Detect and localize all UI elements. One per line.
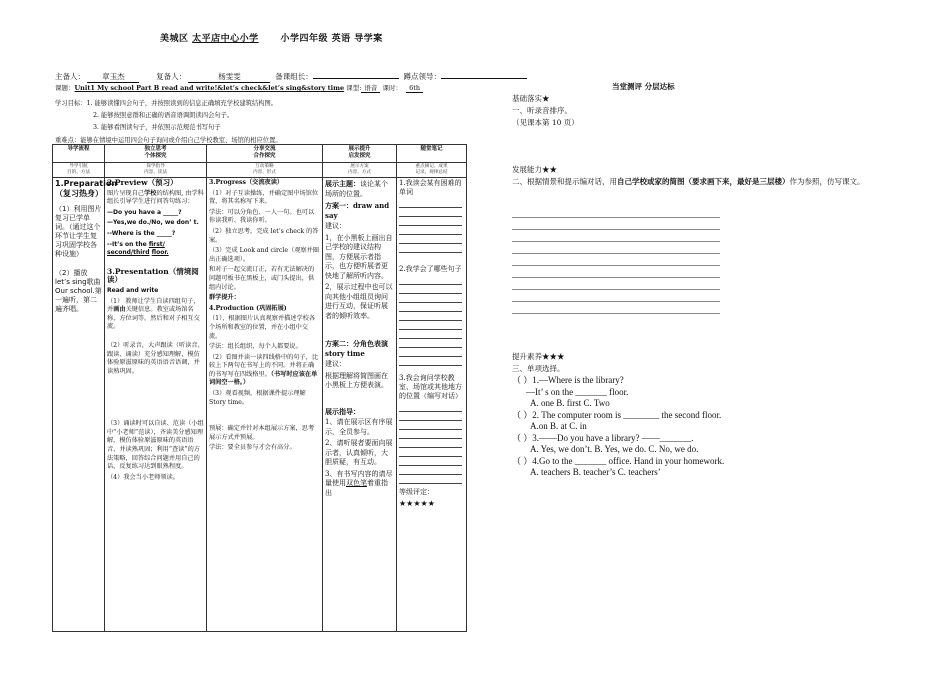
- note-2-prompt: 2.我学会了哪些句子: [399, 265, 462, 273]
- read-and-write-label: Read and write: [107, 286, 159, 294]
- plan-2-advice-label: 建议：: [325, 360, 346, 368]
- mcq-options[interactable]: A. teachers B. teacher’s C. teachers’: [530, 467, 661, 477]
- advanced-question: 三、单项选择。: [512, 364, 565, 373]
- answer-line[interactable]: [512, 253, 720, 254]
- preparation-step-2: （2）播放let’s sing歌曲Our school.第一遍听，第二遍齐唱。: [55, 269, 102, 313]
- subheader-share: 互动策略 内容、形式: [207, 163, 323, 178]
- mcq-question: （ ）2. The computer room is ________ the second floor.: [512, 409, 722, 420]
- lesson-hours-label: 课时：: [382, 84, 402, 92]
- note-line[interactable]: [399, 312, 462, 321]
- note-line[interactable]: [399, 294, 462, 303]
- preview-intro: 图片呈现自己学校的结构图, 由学科组长引导学生进行问答句练习：: [107, 189, 204, 206]
- presentation-step-1: （1） 教师让学生自读四组句子，并画由关键信息。教室或场馆名称，方位词等。然后和对子相互交流。: [107, 297, 200, 331]
- goal-item: 2. 能够按照意群和正确的语音语调朗读四会句子。: [93, 112, 234, 119]
- mcq-options[interactable]: A. one B. first C. Two: [530, 398, 610, 408]
- preview-show-method: 学法：要全员参与才会有高分。: [209, 444, 296, 452]
- answer-line[interactable]: [512, 301, 720, 302]
- note-line[interactable]: [399, 430, 462, 439]
- table-header-share: 分享交流 合作探究: [207, 145, 323, 163]
- col-presentation: [323, 178, 397, 632]
- assessment-panel: [512, 81, 902, 481]
- goal-item: 1. 能够读懂四会句子，并按照读到的信息正确填充学校建筑结构图。: [86, 100, 278, 107]
- co-preparer-name: 杨雯雯: [188, 71, 270, 83]
- development-question: 二、根据情景和提示编对话，用自己学校或家的简图（要求画下来，最好是三层楼）作为参照，仿写课文。: [512, 177, 865, 186]
- title-district: 美城区: [160, 34, 189, 44]
- plan-2-advice: 根据理解将简图画在小黑板上方便表演。: [325, 371, 388, 389]
- preview-heading: 2.Preview（预习）: [107, 178, 178, 187]
- answer-line[interactable]: [512, 241, 720, 242]
- note-line[interactable]: [399, 466, 462, 475]
- guide-3: 3、有书写内容的请尽量使用双色笔着重指出: [325, 469, 393, 497]
- preparation-step-1: （1）利用图片复习已学单词。（通过这个环节让学生复习巩固学校各种设施）: [55, 205, 102, 258]
- production-step-1-method: 学法：组长组织，每个人都要说。: [209, 343, 302, 351]
- group-leader-blank: [313, 78, 399, 79]
- guide-1: 1、请在展示区有序展示，全员参与。: [325, 418, 393, 436]
- note-line[interactable]: [399, 321, 462, 330]
- production-step-2: （2）看图并读一读四线格中的句子，比较上下两句在书写上的不同。并将正确的书写写在四线格里。（书写时应该在单词间空一格。）: [209, 353, 319, 387]
- advice-label: 建议：: [325, 222, 346, 230]
- note-line[interactable]: [399, 208, 462, 217]
- plan-1-advice-1: 1，在小黑板上画出自己学校的建议结构图，方便展示者指示，也方便听展者更快地了解所听内容。: [325, 233, 393, 280]
- progress-step-1: （1）对子互读操练，并确定图中场馆位置，将其名称写下来。: [209, 189, 319, 206]
- production-step-3: （3）观看视频，根据课件提示理解 Story time。: [209, 390, 306, 406]
- production-heading: 4.Production (巩固拓展): [209, 304, 287, 312]
- note-line[interactable]: [399, 412, 462, 421]
- note-line[interactable]: [399, 285, 462, 294]
- note-1-prompt: 1.我读会某有困难的单词: [399, 179, 462, 196]
- subheader-notes: 重点摘记、成果 记录、规律总结: [397, 163, 467, 178]
- progress-step-1-method: 学法：可以分角色、一人一句。也可以你读我听、我读你听。: [209, 208, 315, 225]
- subheader-flow: 导学引航 目的、方法: [53, 163, 105, 178]
- mcq-options[interactable]: A. Yes, we don’t. B. Yes, we do. C. No, we do.: [530, 444, 699, 454]
- mcq-question-line2: —It’ s on the _______ floor.: [526, 386, 629, 397]
- basic-question: 一、听录音排序。: [512, 106, 572, 115]
- rating-stars[interactable]: ★★★★★: [399, 499, 435, 508]
- plan-1-label: 方案一：draw and say: [325, 201, 390, 220]
- col-progress: [207, 178, 323, 632]
- title-subject: 小学四年级 英语 导学案: [280, 34, 383, 44]
- presentation-heading: 3.Presentation（情境阅读）: [107, 266, 199, 285]
- note-line[interactable]: [399, 199, 462, 208]
- mcq-question: （ ）1.—Where is the library?: [512, 375, 624, 385]
- answer-line[interactable]: [512, 313, 720, 314]
- note-line[interactable]: [399, 475, 462, 484]
- note-line[interactable]: [399, 457, 462, 466]
- page-title: [160, 31, 383, 44]
- preview-answer-1: —Yes,we do./No, we don’ t.: [107, 219, 199, 227]
- group-improve-label: 群学提升：: [209, 294, 240, 302]
- preview-show-plan: 预展：确定并针对本组展示方案，思考展示方式并预展。: [209, 425, 315, 441]
- col-preview: [105, 178, 207, 632]
- assessment-title: 当堂测评 分层达标: [612, 82, 675, 91]
- presentation-step-4: （4）我会当小老师领读。: [107, 473, 179, 481]
- answer-line[interactable]: [512, 217, 720, 218]
- preview-question-1: —Do you have a _____?: [107, 208, 182, 216]
- note-line[interactable]: [399, 339, 462, 348]
- lesson-row: [55, 83, 423, 92]
- guide-label: 展示指导：: [325, 406, 360, 416]
- preparation-heading: 1.Preparation（复习热身）: [55, 179, 118, 198]
- table-header-notes: 随堂笔记: [397, 145, 467, 163]
- table-header-flow: 导学流程: [53, 145, 105, 163]
- note-line[interactable]: [399, 348, 462, 357]
- col-notes: [397, 178, 467, 632]
- development-level-label: 发展能力★★: [512, 165, 557, 174]
- subheader-present: 展示方案 内容、方式: [323, 163, 397, 178]
- mcq-options[interactable]: A.on B. at C. in: [530, 421, 587, 431]
- title-school: 太平店中心小学: [192, 34, 259, 44]
- basic-level-label: 基础落实★: [512, 94, 550, 103]
- presentation-step-3: （3）诵读时可以自读、范读（小组中“小老师”范读），齐读美分感知理解，模仿体验原滋原味的英语语音、并读熟巩固；利用“查读”的方法策略，回答综合问题并用自己的话，反复练习达到眼熟程度。: [107, 420, 204, 471]
- supervisor-blank: [441, 78, 527, 79]
- progress-heading: 3.Progress（交流夜读）: [209, 179, 284, 186]
- key-points: 重难点：能够在情境中运用四会句子询问或介绍自己学校教室、场馆的相应位置。: [55, 137, 282, 144]
- progress-step-3: （3）完成 Look and circle（观察并圈出正确选项）。: [209, 247, 319, 263]
- advanced-level-label: 提升素养★★★: [512, 352, 565, 361]
- goal-item: 3. 能够看图读句子，并依照示范规范书写句子: [93, 124, 221, 131]
- lesson-type: 语音: [361, 84, 380, 93]
- table-header-present: 展示提升 启发探究: [323, 145, 397, 163]
- preparer-name: 章玉杰: [87, 71, 139, 83]
- progress-step-3-method: 和对子一起交流订正，若有无法解决的问题可板书在黑板上，或门头提出，供组内讨论。: [209, 266, 315, 291]
- note-3-prompt: 3.我会询问学校教室、场馆或其他地方的位置（编写对话）: [399, 374, 462, 400]
- basic-note: （见课本第 10 页）: [512, 118, 579, 127]
- goals-label: 学习目标：: [55, 100, 87, 107]
- theme-row: 展示主题：谈论某个场所的位置。: [325, 179, 388, 198]
- lesson-hours: 6th: [406, 84, 423, 93]
- note-line[interactable]: [399, 330, 462, 339]
- note-line[interactable]: [399, 448, 462, 457]
- presentation-step-2: （2）听录音，大声跟读（听读音、跟读、诵读）充分感知理解，模仿体验原滋原味的英语语音语调，并读熟巩固。: [107, 341, 204, 375]
- preparer-label: 主备人：: [55, 72, 85, 81]
- preview-answer-2: --It’s on the first/ second/third floor.: [107, 240, 169, 257]
- table-header-independent: 独立思考 个体探究: [105, 145, 207, 163]
- co-preparer-label: 复备人：: [156, 72, 187, 81]
- production-step-1: （1）、根据图片认真观察并描述学校各个场所和教室的位置，并在小组中交流。: [209, 315, 316, 340]
- note-line[interactable]: [399, 303, 462, 312]
- topic-label: 课题：: [55, 84, 75, 92]
- answer-line[interactable]: [512, 289, 720, 290]
- note-line[interactable]: [399, 357, 462, 366]
- lesson-topic: Unit1 My school Part B read and write!&let’s check&let’s sing&story time: [74, 84, 345, 92]
- plan-1-advice-2: 2，展示过程中也可以向其他小组组员询问进行互动，保证听展者的倾听效率。: [325, 283, 393, 320]
- note-line[interactable]: [399, 244, 462, 253]
- note-line[interactable]: [399, 276, 462, 285]
- progress-step-2: （2）独立思考，完成 let’s check 的答案。: [209, 227, 319, 244]
- plan-2-label: 方案二：分角色表演 story time: [325, 339, 388, 358]
- eval-label: 等级评定：: [399, 488, 434, 496]
- answer-line[interactable]: [512, 277, 720, 278]
- supervisor-label: 蹲点领导：: [403, 72, 442, 81]
- preview-question-2: --Where is the _____?: [107, 229, 176, 237]
- mcq-question: （ ）4.Go to the _______ office. Hand in your homework.: [512, 455, 725, 466]
- learning-goals: [55, 98, 277, 134]
- note-line[interactable]: [399, 226, 462, 235]
- group-leader-label: 备课组长：: [275, 72, 313, 81]
- answer-line[interactable]: [512, 265, 720, 266]
- mcq-list: [512, 375, 892, 479]
- note-line[interactable]: [399, 235, 462, 244]
- note-line[interactable]: [399, 217, 462, 226]
- lesson-type-label: 课型:: [346, 84, 362, 92]
- note-line[interactable]: [399, 421, 462, 430]
- guide-2: 2、请听展者要面向展示者，认真倾听，大胆质疑，有互动。: [325, 439, 393, 466]
- mcq-question: （ ）3.——Do you have a library? ——_______.: [512, 432, 694, 443]
- subheader-independent: 探学指导 内容、读法: [105, 163, 207, 178]
- note-line[interactable]: [399, 439, 462, 448]
- col-preparation: [53, 178, 118, 632]
- answer-line[interactable]: [512, 229, 720, 230]
- meta-row: [55, 71, 527, 83]
- lesson-plan-table: [52, 144, 467, 632]
- note-line[interactable]: [399, 403, 462, 412]
